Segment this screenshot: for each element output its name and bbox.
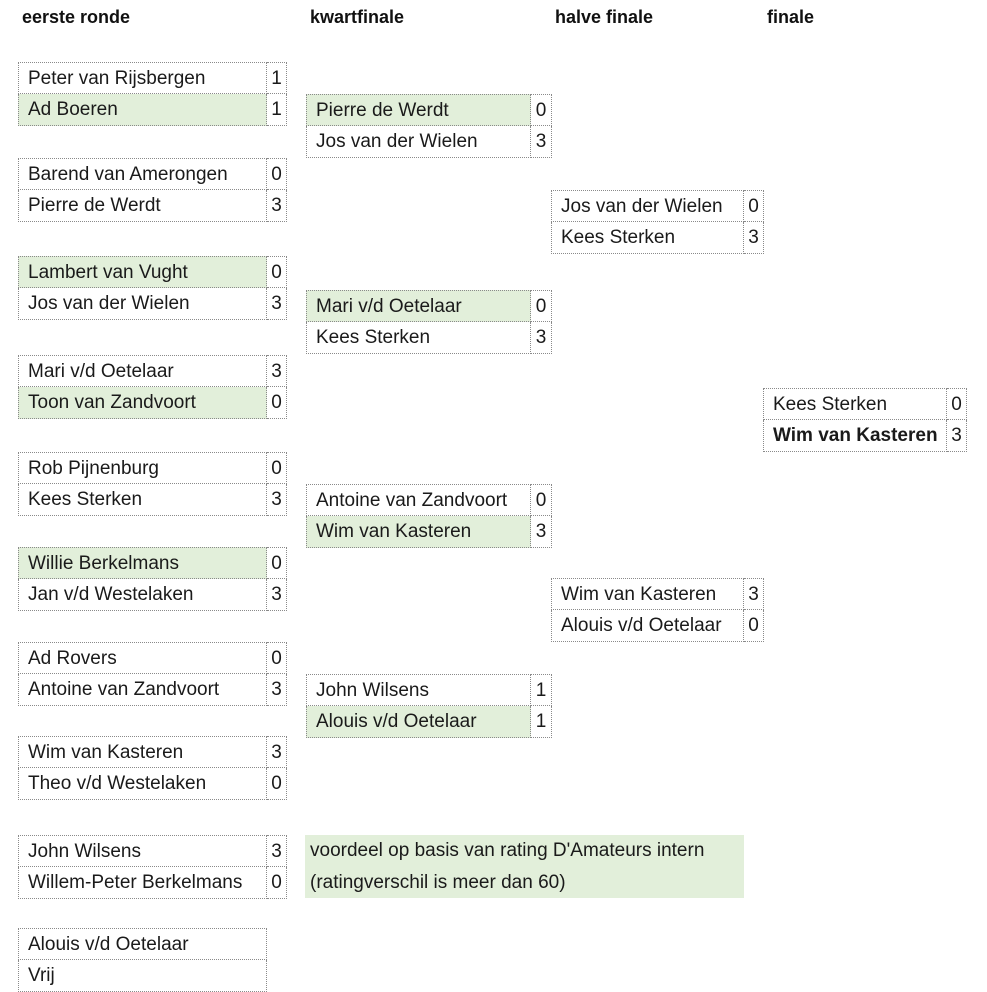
- player-score: 3: [267, 355, 287, 387]
- player-score: 3: [267, 835, 287, 867]
- legend-line-1: voordeel op basis van rating D'Amateurs intern: [310, 840, 705, 861]
- player-name: Barend van Amerongen: [18, 158, 267, 190]
- player-name: Kees Sterken: [18, 484, 267, 516]
- player-name: Pierre de Werdt: [18, 190, 267, 222]
- player-name: Alouis v/d Oetelaar: [551, 610, 744, 642]
- player-name: Willie Berkelmans: [18, 547, 267, 579]
- player-name: Vrij: [18, 960, 267, 992]
- player-name: Jan v/d Westelaken: [18, 579, 267, 611]
- player-score: 0: [267, 452, 287, 484]
- player-name: Rob Pijnenburg: [18, 452, 267, 484]
- player-name: John Wilsens: [18, 835, 267, 867]
- player-score: 3: [744, 222, 764, 254]
- player-name: Peter van Rijsbergen: [18, 62, 267, 94]
- player-score: 0: [267, 158, 287, 190]
- player-name: Alouis v/d Oetelaar: [18, 928, 267, 960]
- player-score: 1: [531, 706, 552, 738]
- player-name: Wim van Kasteren: [18, 736, 267, 768]
- player-score: 3: [267, 674, 287, 706]
- player-name: Kees Sterken: [763, 388, 947, 420]
- legend-line-2: (ratingverschil is meer dan 60): [310, 872, 566, 893]
- winner-name: Wim van Kasteren: [763, 420, 947, 452]
- player-name: Antoine van Zandvoort: [306, 484, 531, 516]
- header-semifinal: halve finale: [555, 7, 654, 27]
- player-score: 0: [267, 547, 287, 579]
- player-name: Alouis v/d Oetelaar: [306, 706, 531, 738]
- player-score: 0: [267, 768, 287, 800]
- player-name: Antoine van Zandvoort: [18, 674, 267, 706]
- player-score: 0: [947, 388, 967, 420]
- player-score: 3: [531, 322, 552, 354]
- player-name: Wim van Kasteren: [306, 516, 531, 548]
- player-score: 1: [267, 94, 287, 126]
- player-name: Jos van der Wielen: [18, 288, 267, 320]
- player-name: Theo v/d Westelaken: [18, 768, 267, 800]
- player-name: Wim van Kasteren: [551, 578, 744, 610]
- player-name: Toon van Zandvoort: [18, 387, 267, 419]
- player-score: 0: [267, 256, 287, 288]
- player-score: 0: [267, 642, 287, 674]
- player-name: Mari v/d Oetelaar: [18, 355, 267, 387]
- player-name: Mari v/d Oetelaar: [306, 290, 531, 322]
- header-round1: eerste ronde: [22, 7, 131, 27]
- player-score: 0: [531, 484, 552, 516]
- player-score: 3: [947, 420, 967, 452]
- header-final: finale: [767, 7, 815, 27]
- player-name: Kees Sterken: [551, 222, 744, 254]
- player-score: 3: [744, 578, 764, 610]
- player-name: Kees Sterken: [306, 322, 531, 354]
- player-name: Jos van der Wielen: [306, 126, 531, 158]
- player-score: 0: [267, 387, 287, 419]
- player-score: 3: [267, 288, 287, 320]
- player-score: 3: [267, 579, 287, 611]
- player-score: 3: [267, 484, 287, 516]
- player-name: Willem-Peter Berkelmans: [18, 867, 267, 899]
- player-score: 3: [531, 126, 552, 158]
- player-score: 1: [531, 674, 552, 706]
- player-name: Ad Boeren: [18, 94, 267, 126]
- player-score: 0: [531, 290, 552, 322]
- player-score: 0: [267, 867, 287, 899]
- player-score: 0: [744, 610, 764, 642]
- player-name: Pierre de Werdt: [306, 94, 531, 126]
- player-name: John Wilsens: [306, 674, 531, 706]
- advantage-legend: [305, 835, 744, 898]
- player-name: Ad Rovers: [18, 642, 267, 674]
- player-score: 3: [531, 516, 552, 548]
- player-score: 1: [267, 62, 287, 94]
- player-score: 0: [531, 94, 552, 126]
- player-name: Jos van der Wielen: [551, 190, 744, 222]
- player-score: 0: [744, 190, 764, 222]
- header-quarterfinal: kwartfinale: [310, 7, 405, 27]
- player-score: 3: [267, 736, 287, 768]
- player-name: Lambert van Vught: [18, 256, 267, 288]
- player-score: 3: [267, 190, 287, 222]
